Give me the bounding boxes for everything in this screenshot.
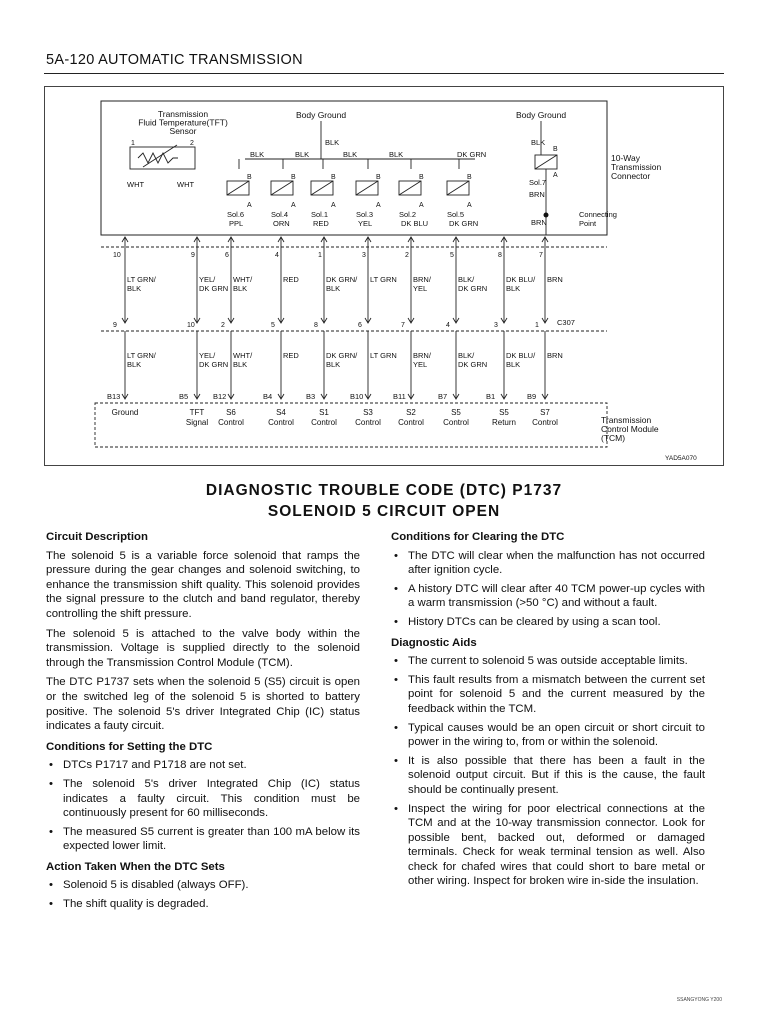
wire-color-label: BLK bbox=[326, 360, 341, 369]
tcm-pin-number: B4 bbox=[263, 392, 273, 401]
wire-color-label: WHT bbox=[177, 180, 195, 189]
solenoid-terminal-label: B bbox=[331, 174, 336, 181]
wire-color-label: LT GRN/ bbox=[127, 351, 156, 360]
tcm-function-label: S7 bbox=[540, 408, 550, 417]
tft-sensor-label: Fluid Temperature(TFT) bbox=[138, 117, 228, 128]
tcm-function-label: S3 bbox=[363, 408, 373, 417]
header-rule bbox=[44, 73, 724, 74]
wire-color-label: LT GRN bbox=[370, 275, 397, 284]
tcm-function-label: Control bbox=[443, 418, 469, 427]
wire-color-label: BLK bbox=[326, 284, 341, 293]
tcm-pin-number: B9 bbox=[527, 392, 537, 401]
wire-color-label: LT GRN bbox=[370, 351, 397, 360]
tcm-pin-number: B7 bbox=[438, 392, 448, 401]
wire-color-label: RED bbox=[283, 275, 299, 284]
wire-color-label: RED bbox=[283, 351, 299, 360]
wire-color-label: DK GRN/ bbox=[326, 351, 358, 360]
tcm-function-label: S5 bbox=[499, 408, 509, 417]
list-item: • History DTCs can be cleared by using a scan tool. bbox=[391, 615, 705, 630]
solenoid-terminal-label: B bbox=[467, 174, 472, 181]
connector-pin-number: 7 bbox=[539, 252, 543, 259]
wire-color-label: BLK bbox=[531, 138, 546, 147]
solenoid-terminal-label: A bbox=[247, 202, 252, 209]
connector-label: Transmission bbox=[611, 162, 662, 172]
solenoid-wire-color: PPL bbox=[229, 219, 244, 228]
solenoid-terminal-label: A bbox=[291, 202, 296, 209]
wire-color-label: BLK bbox=[127, 360, 142, 369]
solenoid-wire-color: ORN bbox=[273, 219, 290, 228]
tcm-function-label: S4 bbox=[276, 408, 286, 417]
tcm-pin-number: B12 bbox=[213, 392, 227, 401]
wire-color-label: BRN/ bbox=[413, 351, 431, 360]
tft-sensor-label: Sensor bbox=[169, 126, 197, 136]
tcm-pin-number: B13 bbox=[107, 392, 121, 401]
connector-pin-number: 3 bbox=[494, 322, 498, 329]
wire-color-label: WHT bbox=[127, 180, 145, 189]
tcm-function-label: Ground bbox=[111, 408, 139, 417]
tcm-box bbox=[95, 403, 607, 447]
connector-pin-number: 8 bbox=[498, 252, 502, 259]
tft-sensor-label: Transmission bbox=[157, 109, 209, 119]
setting-dtc-list bbox=[46, 758, 360, 854]
solenoid-name: Sol.1 bbox=[311, 210, 329, 219]
tcm-function-label: Control bbox=[532, 418, 558, 427]
solenoid-name: Sol.3 bbox=[356, 210, 374, 219]
solenoid-terminal-label: B bbox=[376, 174, 381, 181]
tcm-function-label: TFT bbox=[189, 408, 205, 417]
connecting-point-label: Connecting bbox=[579, 210, 617, 219]
wire-color-label: BLK bbox=[127, 284, 142, 293]
solenoid-name: Sol.7 bbox=[529, 178, 547, 187]
thermistor-arrow bbox=[143, 145, 177, 167]
dtc-title: DIAGNOSTIC TROUBLE CODE (DTC) P1737 bbox=[205, 482, 563, 499]
wire-color-label: LT GRN/ bbox=[127, 275, 156, 284]
wire-color-label: BLK bbox=[295, 150, 310, 159]
tcm-label: Transmission bbox=[601, 415, 652, 425]
tcm-pin-number: B11 bbox=[393, 392, 406, 401]
wire-color-label: DK GRN/ bbox=[326, 275, 358, 284]
wire-color-label: BLK bbox=[325, 138, 340, 147]
tcm-function-label: Control bbox=[355, 418, 381, 427]
solenoid-name: Sol.5 bbox=[447, 210, 465, 219]
wire-color-label: BLK bbox=[389, 150, 404, 159]
circuit-paragraph-2: The solenoid 5 is attached to the valve body within the transmission. Voltage is supplied directly to the solenoid through the Transmission Control Module (TCM). bbox=[46, 627, 360, 669]
connector-pin-number: 9 bbox=[191, 252, 195, 259]
wire-color-label: BRN bbox=[529, 190, 545, 199]
solenoid-terminal-label: A bbox=[553, 172, 558, 179]
body-ground-label: Body Ground bbox=[515, 110, 567, 120]
wire-color-label: DK GRN bbox=[458, 360, 488, 369]
list-item: • The DTC will clear when the malfunction has not occurred after ignition cycle. bbox=[391, 549, 705, 578]
list-item: • Inspect the wiring for poor electrical connections at the TCM and at the 10-way transmission connector. Look for possible bent, backed out, deformed or damaged terminals. Check for weak terminal tension as well. Also check for chafed wires that could short to bare metal or other wiring. Inspect for broken wire in-side the insulation. bbox=[391, 802, 705, 890]
wire-color-label: BRN bbox=[547, 351, 563, 360]
tcm-function-label: S1 bbox=[319, 408, 329, 417]
list-item: • The shift quality is degraded. bbox=[46, 897, 360, 912]
solenoid-wire-color: DK GRN bbox=[449, 219, 479, 228]
list-item: • The measured S5 current is greater than 100 mA below its expected lower limit. bbox=[46, 825, 360, 854]
connector-pin-number: 4 bbox=[446, 322, 450, 329]
solenoid-coil bbox=[271, 181, 293, 195]
tcm-function-label: Control bbox=[218, 418, 244, 427]
tcm-label: (TCM) bbox=[601, 433, 626, 443]
tcm-function-label: Control bbox=[311, 418, 337, 427]
left-column bbox=[46, 530, 360, 917]
wiring-diagram bbox=[44, 86, 724, 466]
list-item: • A history DTC will clear after 40 TCM power-up cycles with a warm transmission (>50 °C) and without a fault. bbox=[391, 582, 705, 611]
connector-pin-number: 9 bbox=[113, 322, 117, 329]
connecting-point-dot bbox=[544, 213, 549, 218]
list-item: • It is also possible that there has been a fault in the solenoid output circuit. But if this is the cause, the fault should be continually present. bbox=[391, 754, 705, 798]
solenoid-terminal-label: A bbox=[419, 202, 424, 209]
tft-pin-label: 2 bbox=[190, 140, 194, 147]
clearing-dtc-list bbox=[391, 549, 705, 630]
wire-color-label: BLK bbox=[506, 284, 521, 293]
tcm-pin-number: B3 bbox=[306, 392, 316, 401]
tcm-function-label: Signal bbox=[185, 418, 209, 427]
diagnostic-aids-heading: Diagnostic Aids bbox=[391, 636, 477, 649]
circuit-description-heading: Circuit Description bbox=[46, 531, 148, 543]
wire-color-label: BRN/ bbox=[413, 275, 431, 284]
solenoid-terminal-label: B bbox=[419, 174, 424, 181]
connecting-point-label: Point bbox=[579, 219, 597, 228]
tcm-function-label: S5 bbox=[451, 408, 461, 417]
solenoid-name: Sol.4 bbox=[271, 210, 289, 219]
connector-pin-number: 10 bbox=[113, 252, 121, 259]
solenoid-terminal-label: A bbox=[376, 202, 381, 209]
tcm-pin-number: B10 bbox=[350, 392, 364, 401]
solenoid-wire-color: YEL bbox=[358, 219, 373, 228]
wire-color-label: WHT/ bbox=[233, 351, 253, 360]
connector-pin-number: 3 bbox=[362, 252, 366, 259]
wire-color-label: DK GRN bbox=[199, 360, 229, 369]
wire-color-label: BRN bbox=[547, 275, 563, 284]
connector-label: Connector bbox=[611, 171, 651, 181]
connector-pin-number: 1 bbox=[318, 252, 322, 259]
dtc-subtitle: SOLENOID 5 CIRCUIT OPEN bbox=[267, 503, 501, 520]
wire-color-label: YEL bbox=[413, 284, 428, 293]
clearing-dtc-heading: Conditions for Clearing the DTC bbox=[391, 531, 565, 543]
tcm-function-label: Return bbox=[491, 418, 517, 427]
list-item: • This fault results from a mismatch between the current set point for solenoid 5 and the current measured by the feedback within the TCM. bbox=[391, 673, 705, 717]
solenoid-coil bbox=[447, 181, 469, 195]
solenoid-coil bbox=[399, 181, 421, 195]
list-item: • The solenoid 5's driver Integrated Chip (IC) status indicates a faulty circuit. This condition must be continuously present for 60 milliseconds. bbox=[46, 777, 360, 821]
tcm-function-label: Control bbox=[268, 418, 294, 427]
action-taken-heading: Action Taken When the DTC Sets bbox=[46, 860, 225, 873]
circuit-paragraph-3: The DTC P1737 sets when the solenoid 5 (S5) circuit is open or the switched leg of the solenoid 5 is shorted to battery positive. The solenoid 5's driver Integrated Chip (IC) status indicates a fauty circuit. bbox=[46, 676, 360, 733]
wire-color-label: BLK bbox=[233, 360, 248, 369]
connector-pin-number: 5 bbox=[271, 322, 275, 329]
connector-pin-number: 7 bbox=[401, 322, 405, 329]
wire-color-label: BRN bbox=[531, 218, 547, 227]
connector-id: C307 bbox=[557, 318, 575, 327]
connector-pin-number: 6 bbox=[358, 322, 362, 329]
wire-color-label: BLK bbox=[250, 150, 265, 159]
tcm-function-label: S2 bbox=[406, 408, 416, 417]
wire-color-label: YEL/ bbox=[199, 351, 216, 360]
list-item: • The current to solenoid 5 was outside acceptable limits. bbox=[391, 654, 705, 669]
thermistor-icon bbox=[138, 153, 178, 163]
wire-color-label: BLK bbox=[506, 360, 521, 369]
circuit-paragraph-1: The solenoid 5 is a variable force solenoid that ramps the pressure during the gear changes and solenoid switching, to enhance the transmission shift quality. This solenoid provides the signal pressure to the clutch and band regulator, thereby controlling the shift pressure. bbox=[46, 549, 360, 620]
solenoid-coil bbox=[311, 181, 333, 195]
solenoid-coil bbox=[535, 155, 557, 169]
body-ground-label: Body Ground bbox=[295, 110, 347, 120]
wire-color-label: YEL bbox=[413, 360, 428, 369]
connector-pin-number: 6 bbox=[225, 252, 229, 259]
list-item: • DTCs P1717 and P1718 are not set. bbox=[46, 758, 360, 773]
connector-pin-number: 1 bbox=[535, 322, 539, 329]
solenoid-terminal-label: B bbox=[553, 146, 558, 153]
tft-sensor-body bbox=[130, 147, 195, 169]
wire-color-label: BLK bbox=[233, 284, 248, 293]
solenoid-name: Sol.2 bbox=[399, 210, 417, 219]
solenoid-coil bbox=[227, 181, 249, 195]
solenoid-terminal-label: A bbox=[331, 202, 336, 209]
connector-pin-number: 2 bbox=[405, 252, 409, 259]
connector-pin-number: 4 bbox=[275, 252, 279, 259]
wire-color-label: DK GRN bbox=[199, 284, 229, 293]
solenoid-wire-color: DK BLU bbox=[401, 219, 429, 228]
wire-color-label: DK BLU/ bbox=[506, 351, 536, 360]
connector-pin-number: 5 bbox=[450, 252, 454, 259]
wire-color-label: DK GRN bbox=[457, 150, 487, 159]
action-taken-list bbox=[46, 878, 360, 911]
connector-pin-number: 2 bbox=[221, 322, 225, 329]
tcm-pin-number: B1 bbox=[486, 392, 496, 401]
tcm-label: Control Module bbox=[601, 424, 659, 434]
page-header: 5A-120 AUTOMATIC TRANSMISSION bbox=[46, 52, 303, 68]
solenoid-name: Sol.6 bbox=[227, 210, 245, 219]
wire-color-label: DK GRN bbox=[458, 284, 488, 293]
wire-color-label: YEL/ bbox=[199, 275, 216, 284]
wire-color-label: BLK/ bbox=[458, 351, 475, 360]
wire-color-label: BLK bbox=[343, 150, 358, 159]
wiring-diagram-svg bbox=[45, 87, 725, 467]
tcm-function-label: S6 bbox=[226, 408, 236, 417]
tft-pin-label: 1 bbox=[131, 140, 135, 147]
wire-color-label: WHT/ bbox=[233, 275, 253, 284]
diagnostic-aids-list bbox=[391, 654, 705, 889]
solenoid-terminal-label: B bbox=[291, 174, 296, 181]
connector-label: 10-Way bbox=[611, 153, 640, 163]
wire-color-label: BLK/ bbox=[458, 275, 475, 284]
wire-color-label: DK BLU/ bbox=[506, 275, 536, 284]
tcm-pin-number: B5 bbox=[179, 392, 189, 401]
list-item: • Typical causes would be an open circuit or short circuit to power in the wiring to, from or within the solenoid. bbox=[391, 721, 705, 750]
solenoid-terminal-label: B bbox=[247, 174, 252, 181]
solenoid-wire-color: RED bbox=[313, 219, 329, 228]
tcm-function-label: Control bbox=[398, 418, 424, 427]
right-column bbox=[391, 530, 705, 894]
connector-pin-number: 8 bbox=[314, 322, 318, 329]
solenoid-coil bbox=[356, 181, 378, 195]
page-footer: SSANGYONG Y200 bbox=[676, 997, 722, 1003]
diagram-code: YAD5A070 bbox=[665, 455, 697, 462]
setting-dtc-heading: Conditions for Setting the DTC bbox=[46, 740, 213, 753]
solenoid-terminal-label: A bbox=[467, 202, 472, 209]
connector-pin-number: 10 bbox=[187, 322, 195, 329]
list-item: • Solenoid 5 is disabled (always OFF). bbox=[46, 878, 360, 893]
